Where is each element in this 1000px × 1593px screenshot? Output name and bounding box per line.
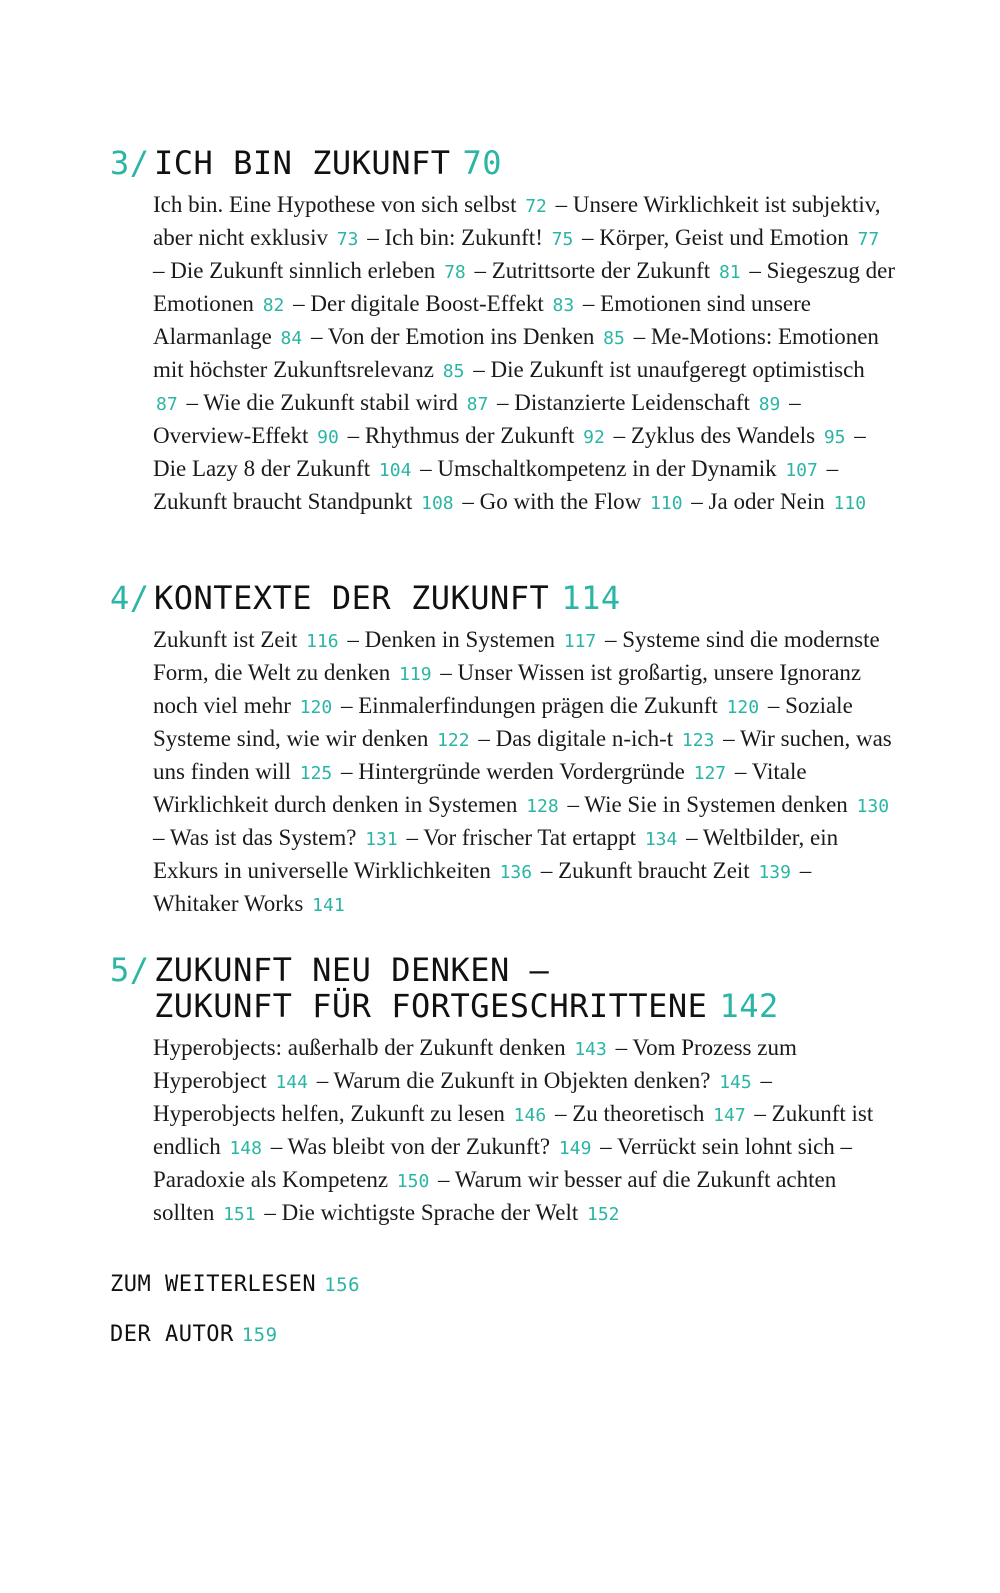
chapter-title-line: KONTEXTE DER ZUKUNFT bbox=[154, 579, 550, 617]
chapter-title bbox=[154, 952, 779, 1024]
toc-entry bbox=[153, 1035, 616, 1060]
chapter-title bbox=[154, 145, 502, 181]
toc-entry-page: 146 bbox=[513, 1105, 547, 1126]
toc-entry-title: – Hyperobjects helfen, Zukunft zu lesen bbox=[153, 1068, 772, 1126]
toc-entry bbox=[271, 1134, 600, 1159]
chapter-heading bbox=[110, 952, 910, 1024]
toc-entry-title: – Umschaltkompetenz in der Dynamik bbox=[420, 456, 777, 481]
toc-entry-title: – Körper, Geist und Emotion bbox=[582, 225, 849, 250]
toc-entry bbox=[420, 456, 826, 481]
toc-entry bbox=[367, 225, 582, 250]
about-author bbox=[110, 1322, 281, 1347]
chapter-3 bbox=[110, 145, 910, 519]
toc-entry-title: – Zutrittsorte der Zukunft bbox=[474, 258, 711, 283]
toc-entry-title: – Die Lazy 8 der Zukunft bbox=[153, 423, 866, 481]
chapter-4 bbox=[110, 580, 910, 921]
toc-entry-page: 130 bbox=[856, 796, 890, 817]
toc-entry bbox=[341, 693, 768, 718]
toc-entry-title: – Emotionen sind unsere Alarmanlage bbox=[153, 291, 811, 349]
toc-entry-page: 122 bbox=[437, 730, 470, 751]
toc-entry-page: 92 bbox=[583, 427, 605, 448]
toc-entry-page: 128 bbox=[526, 796, 559, 817]
toc-entry-page: 75 bbox=[551, 229, 574, 250]
toc-entry-page: 141 bbox=[312, 895, 345, 916]
toc-entry bbox=[341, 759, 735, 784]
toc-entry-page: 87 bbox=[466, 394, 489, 415]
toc-entry-title: – Me-Motions: Emotionen mit höchster Zukunftsrelevanz bbox=[153, 324, 879, 382]
toc-entry-page: 78 bbox=[444, 262, 466, 283]
toc-entry-title: – Verrückt sein lohnt sich – Paradoxie als Kompetenz bbox=[153, 1134, 853, 1192]
chapter-page-number: 142 bbox=[719, 987, 779, 1025]
toc-entry bbox=[317, 1068, 761, 1093]
chapter-page-number: 70 bbox=[462, 144, 503, 182]
toc-entry-page: 152 bbox=[587, 1204, 620, 1225]
toc-entry-title: – Systeme sind die modernste Form, die Welt zu denken bbox=[153, 627, 880, 685]
toc-entry-title: – Denken in Systemen bbox=[347, 627, 555, 652]
toc-entry bbox=[691, 489, 869, 514]
toc-entry bbox=[614, 423, 855, 448]
toc-entry-title: – Vor frischer Tat ertappt bbox=[406, 825, 637, 850]
chapter-number: 3/ bbox=[110, 144, 150, 182]
toc-entry-page: 143 bbox=[574, 1039, 607, 1060]
toc-entry-title: – Wir suchen, was uns finden will bbox=[153, 726, 892, 784]
toc-entry bbox=[555, 1101, 754, 1126]
toc-entry bbox=[541, 858, 800, 883]
toc-entry-title: – Wie die Zukunft stabil wird bbox=[186, 390, 458, 415]
toc-entry-page: 87 bbox=[156, 394, 178, 415]
toc-entry-title: – Der digitale Boost-Effekt bbox=[293, 291, 544, 316]
toc-entry-title: – Vom Prozess zum Hyperobject bbox=[153, 1035, 797, 1093]
toc-entry-title: – Siegeszug der Emotionen bbox=[153, 258, 896, 316]
further-reading bbox=[110, 1272, 363, 1297]
toc-entry bbox=[153, 192, 556, 217]
toc-entry-page: 148 bbox=[229, 1138, 262, 1159]
toc-entry-page: 144 bbox=[275, 1072, 308, 1093]
toc-entry-title: – Die Zukunft ist unaufgeregt optimistisch bbox=[473, 357, 865, 382]
toc-entry-page: 145 bbox=[719, 1072, 752, 1093]
toc-entry-page: 120 bbox=[726, 697, 760, 718]
toc-entry bbox=[478, 726, 723, 751]
toc-entry bbox=[153, 258, 475, 283]
toc-entry-title: – Zu theoretisch bbox=[554, 1101, 705, 1126]
toc-entry-title: – Vitale Wirklichkeit durch denken in Systemen bbox=[153, 759, 807, 817]
toc-entry-title: Ich bin. Eine Hypothese von sich selbst bbox=[153, 192, 517, 217]
toc-entry-page: 107 bbox=[785, 460, 818, 481]
toc-entry-page: 136 bbox=[499, 862, 533, 883]
toc-entry-title: – Die Zukunft sinnlich erleben bbox=[153, 258, 436, 283]
toc-entry-page: 83 bbox=[552, 295, 575, 316]
toc-entry-title: – Ja oder Nein bbox=[691, 489, 825, 514]
toc-entry-page: 149 bbox=[558, 1138, 592, 1159]
toc-entry bbox=[293, 291, 583, 316]
toc-entry-page: 108 bbox=[421, 493, 454, 514]
toc-entry-title: – Hintergründe werden Vordergründe bbox=[341, 759, 685, 784]
toc-entry-page: 89 bbox=[758, 394, 781, 415]
chapter-number: 4/ bbox=[110, 579, 150, 617]
toc-entry bbox=[347, 627, 605, 652]
toc-entry-page: 150 bbox=[396, 1171, 430, 1192]
toc-entry-title: – Distanzierte Leidenschaft bbox=[497, 390, 750, 415]
toc-entry-page: 95 bbox=[823, 427, 846, 448]
toc-entry-title: – Das digitale n-ich-t bbox=[478, 726, 674, 751]
toc-entry-page: 151 bbox=[223, 1204, 256, 1225]
toc-entry-page: 104 bbox=[378, 460, 412, 481]
toc-entry-title: – Weltbilder, ein Exkurs in universelle Wirklichkeiten bbox=[153, 825, 839, 883]
toc-entry-title: – Ich bin: Zukunft! bbox=[367, 225, 543, 250]
toc-entry-title: – Warum die Zukunft in Objekten denken? bbox=[316, 1068, 711, 1093]
toc-entry bbox=[497, 390, 789, 415]
chapter-title-line: ZUKUNFT FÜR FORTGESCHRITTENE bbox=[154, 987, 708, 1025]
toc-entry-page: 131 bbox=[365, 829, 398, 850]
toc-entry bbox=[153, 825, 406, 850]
toc-entry-title: – Wie Sie in Systemen denken bbox=[567, 792, 848, 817]
toc-entry-page: 116 bbox=[306, 631, 339, 652]
toc-entry bbox=[264, 1200, 622, 1225]
toc-entry-page: 127 bbox=[693, 763, 727, 784]
toc-entry-title: – Zukunft braucht Zeit bbox=[540, 858, 750, 883]
toc-entry-page: 125 bbox=[299, 763, 333, 784]
toc-entry-page: 110 bbox=[833, 493, 867, 514]
chapter-title-line: ZUKUNFT NEU DENKEN – bbox=[154, 951, 550, 989]
extra-title: DER AUTOR bbox=[110, 1322, 234, 1347]
toc-entry-title: – Unsere Wirklichkeit ist subjektiv, aber nicht exklusiv bbox=[153, 192, 881, 250]
toc-entry-page: 85 bbox=[442, 361, 465, 382]
toc-entry-title: – Zyklus des Wandels bbox=[613, 423, 816, 448]
toc-entry-title: – Die wichtigste Sprache der Welt bbox=[264, 1200, 579, 1225]
toc-entry-page: 119 bbox=[399, 664, 432, 685]
extra-page-number: 159 bbox=[241, 1324, 278, 1346]
toc-entry-title: – Go with the Flow bbox=[462, 489, 642, 514]
toc-entry-page: 117 bbox=[563, 631, 597, 652]
toc-entry-title: – Zukunft braucht Standpunkt bbox=[153, 456, 839, 514]
toc-entry-title: Zukunft ist Zeit bbox=[153, 627, 298, 652]
chapter-title-line: ICH BIN ZUKUNFT bbox=[154, 144, 451, 182]
toc-entry bbox=[462, 489, 691, 514]
toc-entry-page: 134 bbox=[644, 829, 678, 850]
toc-entry-title: – Warum wir besser auf die Zukunft achten sollten bbox=[153, 1167, 837, 1225]
toc-entry-title: – Einmalerfindungen prägen die Zukunft bbox=[340, 693, 718, 718]
toc-entry-page: 110 bbox=[650, 493, 683, 514]
chapter-heading bbox=[110, 145, 910, 181]
toc-entry bbox=[475, 258, 750, 283]
toc-entry-page: 147 bbox=[713, 1105, 746, 1126]
toc-entry-page: 123 bbox=[681, 730, 715, 751]
chapter-entries bbox=[153, 624, 898, 921]
toc-entry bbox=[348, 423, 614, 448]
chapter-number: 5/ bbox=[110, 951, 150, 989]
toc-entry bbox=[567, 792, 892, 817]
toc-entry-title: – Unser Wissen ist großartig, unsere Ignoranz noch viel mehr bbox=[153, 660, 862, 718]
chapter-entries bbox=[153, 189, 898, 519]
chapter-title bbox=[154, 580, 621, 616]
toc-entry-page: 77 bbox=[857, 229, 880, 250]
toc-entry bbox=[153, 627, 347, 652]
toc-entry-title: – Was bleibt von der Zukunft? bbox=[270, 1134, 551, 1159]
toc-entry bbox=[406, 825, 686, 850]
toc-entry-page: 120 bbox=[299, 697, 333, 718]
toc-entry-page: 81 bbox=[718, 262, 741, 283]
toc-entry-page: 72 bbox=[525, 196, 547, 217]
toc-entry-title: – Zukunft ist endlich bbox=[153, 1101, 874, 1159]
toc-entry-page: 82 bbox=[262, 295, 285, 316]
toc-entry-title: – Soziale Systeme sind, wie wir denken bbox=[153, 693, 853, 751]
chapter-page-number: 114 bbox=[561, 579, 621, 617]
toc-entry-title: – Rhythmus der Zukunft bbox=[347, 423, 575, 448]
toc-entry-page: 73 bbox=[336, 229, 359, 250]
toc-entry-title: – Whitaker Works bbox=[153, 858, 812, 916]
extra-page-number: 156 bbox=[324, 1274, 361, 1296]
toc-entry-page: 85 bbox=[603, 328, 625, 349]
toc-entry bbox=[582, 225, 882, 250]
toc-entry-page: 84 bbox=[280, 328, 303, 349]
toc-entry-page: 139 bbox=[758, 862, 791, 883]
toc-entry-title: – Was ist das System? bbox=[153, 825, 357, 850]
toc-entry-title: Hyperobjects: außerhalb der Zukunft denken bbox=[153, 1035, 566, 1060]
toc-entry-title: – Von der Emotion ins Denken bbox=[310, 324, 595, 349]
toc-entry-title: – Overview-Effekt bbox=[153, 390, 801, 448]
toc-entry-page: 90 bbox=[317, 427, 339, 448]
extra-title: ZUM WEITERLESEN bbox=[110, 1272, 317, 1297]
chapter-heading bbox=[110, 580, 910, 616]
chapter-entries bbox=[153, 1032, 898, 1230]
toc-entry bbox=[186, 390, 497, 415]
toc-entry bbox=[311, 324, 634, 349]
chapter-5 bbox=[110, 952, 910, 1230]
